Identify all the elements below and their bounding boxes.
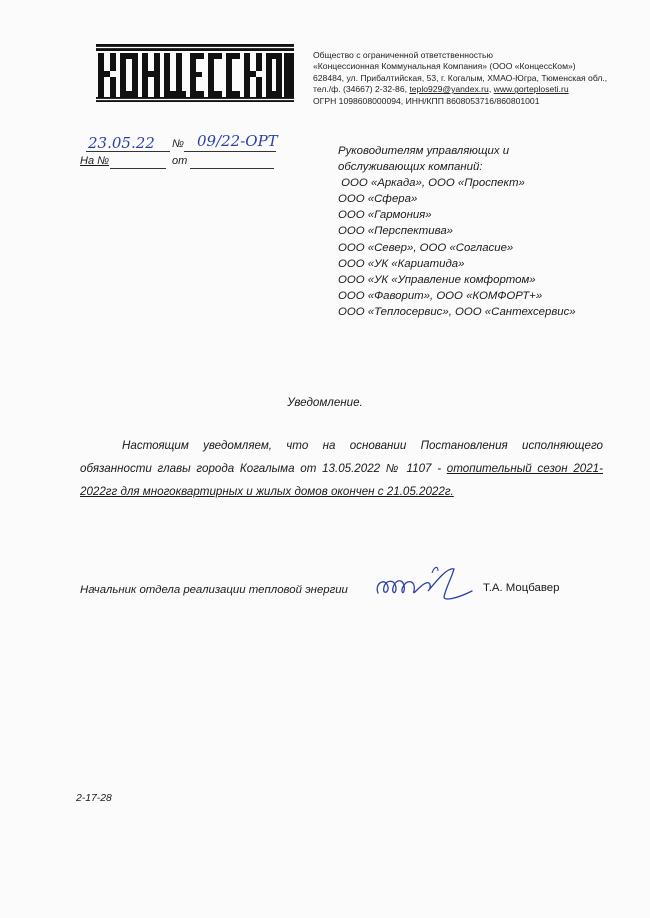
reply-number-line <box>110 168 166 169</box>
handwritten-date: 23.05.22 <box>88 134 155 152</box>
recipient-item: ООО «УК «Управление комфортом» <box>338 273 536 286</box>
recipient-item: ООО «Перспектива» <box>338 225 453 238</box>
notice-text: Настоящим уведомляем, что на основании Постановления исполняющего обязанности главы города Когалыма от 13.05.2022 № 1107 - <box>80 439 603 475</box>
reference-block <box>80 134 280 172</box>
recipient-item: ООО «Гармония» <box>338 209 432 222</box>
number-underline <box>184 151 276 152</box>
org-line: Общество с ограниченной ответственностью <box>313 50 493 60</box>
recipient-item: ООО «Сфера» <box>338 193 418 206</box>
website-link[interactable]: www.gorteploseti.ru <box>493 84 569 95</box>
org-line: «Концессионная Коммунальная Компания» (ООО «КонцессКом») <box>313 61 576 72</box>
handwritten-signature <box>372 561 482 607</box>
recipient-item: ООО «Фаворит», ООО «КОМФОРТ+» <box>338 289 543 302</box>
date-underline <box>86 151 170 152</box>
reply-label: На № <box>80 155 110 167</box>
handwritten-number: 09/22-ОРТ <box>197 132 278 150</box>
separator: , <box>488 84 494 95</box>
signer-position: Начальник отдела реализации тепловой энергии <box>80 584 348 596</box>
org-contacts <box>313 84 613 95</box>
notice-body <box>80 434 603 503</box>
recipients-block <box>338 143 588 320</box>
recipient-item: ООО «Север», ООО «Согласие» <box>338 241 514 254</box>
document-code: 2-17-28 <box>76 793 112 804</box>
recipient-item: ООО «Аркада», ООО «Проспект» <box>338 177 525 190</box>
number-label: № <box>172 138 184 150</box>
company-logo <box>96 44 294 102</box>
org-ogrn: ОГРН 1098608000094, ИНН/КПП 8608053716/860801001 <box>313 95 540 106</box>
reply-date-line <box>190 168 274 169</box>
email-link[interactable]: teplo929@yandex.ru <box>409 84 489 95</box>
recipients-heading: обслуживающих компаний: <box>338 161 483 174</box>
organization-header <box>313 50 613 107</box>
recipients-heading: Руководителям управляющих и <box>338 145 510 157</box>
phone-text: тел./ф. (34667) 2-32-86, <box>313 84 410 95</box>
recipient-item: ООО «УК «Кариатида» <box>338 257 465 270</box>
document-title: Уведомление. <box>287 396 363 409</box>
signer-name: Т.А. Моцбавер <box>483 582 560 594</box>
org-line: 628484, ул. Прибалтийская, 53, г. Когалым, ХМАО-Югра, Тюменская обл., <box>313 72 608 83</box>
notice-underlined-text: отопительный сезон 2021-2022гг для многоквартирных и жилых домов окончен с 21.05.2022г. <box>80 462 603 498</box>
from-label: от <box>172 155 188 167</box>
recipient-item: ООО «Теплосервис», ООО «Сантехсервис» <box>338 305 576 318</box>
